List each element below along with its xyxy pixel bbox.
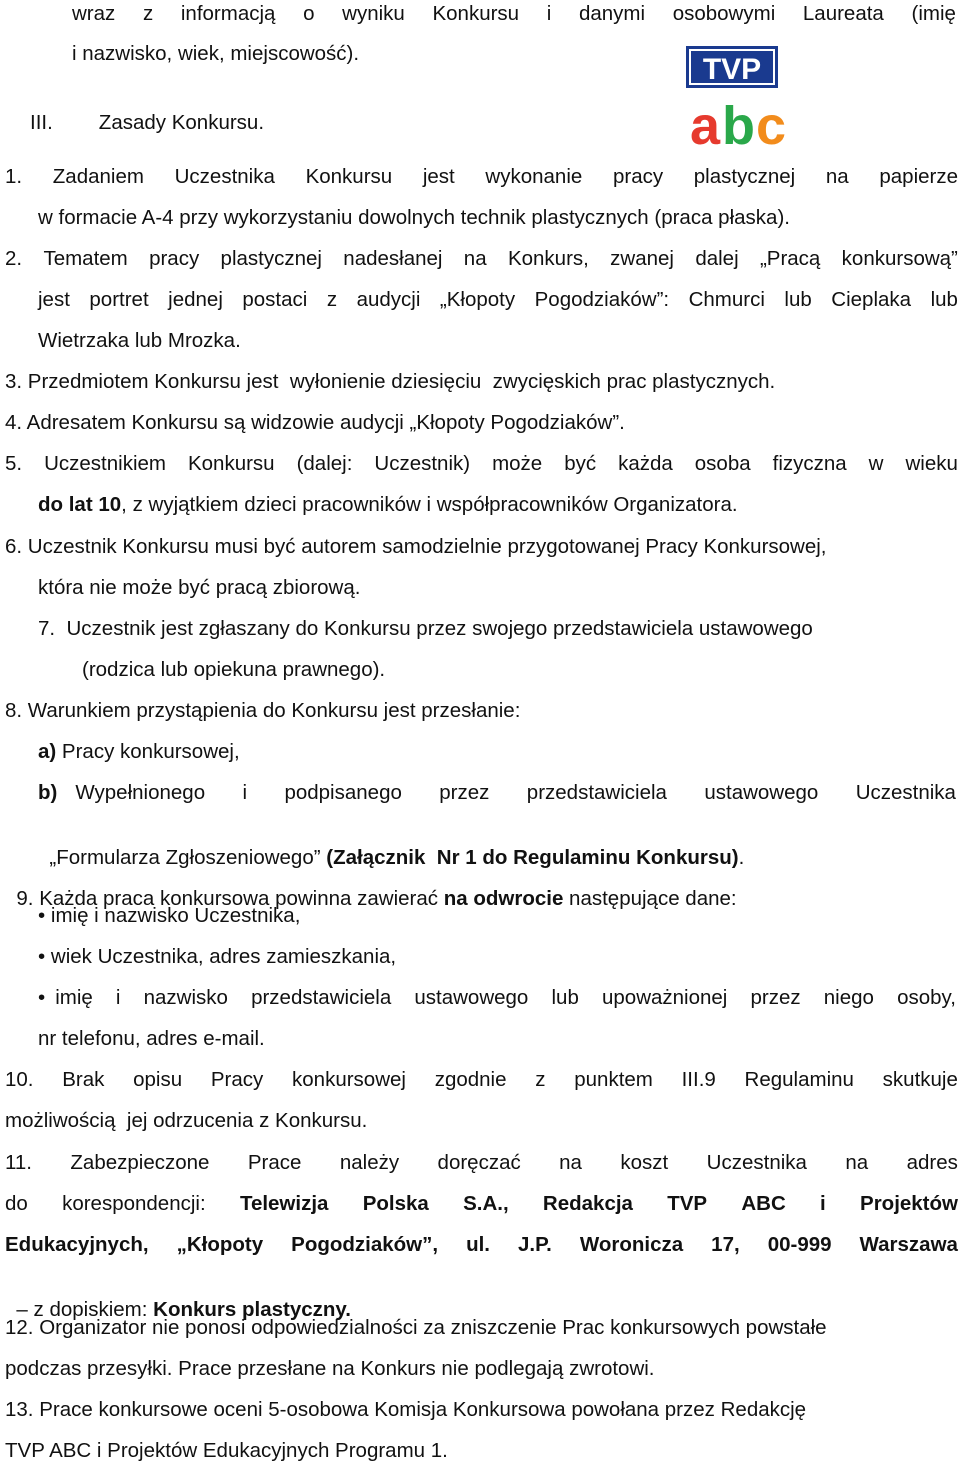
point-4: 4. Adresatem Konkursu są widzowie audycji „Kłopoty Pogodziaków”.	[5, 411, 625, 434]
age-limit: do lat 10	[38, 493, 122, 516]
intro-line-2: i nazwisko, wiek, miejscowość).	[72, 42, 360, 65]
point-12-line-1: 12. Organizator nie ponosi odpowiedzialności za zniszczenie Prac konkursowych powstałe	[5, 1316, 827, 1339]
point-9: 9. Każda praca konkursowa powinna zawierać na odwrocie następujące dane:	[16, 887, 737, 910]
tvp-text: TVP	[702, 53, 762, 86]
word: audycji	[356, 288, 421, 311]
section-title: Zasady Konkursu.	[98, 111, 265, 134]
word: do	[5, 1192, 28, 1215]
word: wyniku	[342, 2, 405, 25]
bullet-2: • wiek Uczestnika, adres zamieszkania,	[38, 945, 397, 968]
word: Prace	[247, 1151, 302, 1174]
word: każda	[618, 452, 673, 475]
item-b-text	[75, 781, 956, 805]
word: Uczestnik)	[374, 452, 471, 475]
word: przedstawiciela	[251, 986, 392, 1009]
point-10-line-1	[5, 1068, 958, 1092]
word: portret	[89, 288, 149, 311]
word: być	[564, 452, 597, 475]
word: i	[115, 986, 121, 1009]
word: na	[463, 247, 487, 270]
word: konkursowej	[292, 1068, 406, 1091]
point-11-line-2	[5, 1192, 958, 1216]
word: imię	[55, 986, 93, 1009]
word: Chmurci	[688, 288, 765, 311]
word: „Pracą	[759, 247, 821, 270]
word: informacją	[180, 2, 276, 25]
word: na	[845, 1151, 869, 1174]
word: przez	[439, 781, 490, 804]
word-bold: TVP	[667, 1192, 708, 1215]
word-bold: Redakcja	[542, 1192, 633, 1215]
point-1-line-1	[5, 165, 958, 189]
bullet-icon: •	[38, 986, 46, 1009]
point-8-b	[38, 781, 956, 805]
bullet-3-line-2: nr telefonu, adres e-mail.	[38, 1027, 265, 1050]
word: danymi	[578, 2, 646, 25]
bullet-3-line-1	[38, 986, 956, 1010]
word: 11.	[5, 1151, 32, 1174]
word: Wypełnionego	[75, 781, 206, 804]
word: 2.	[5, 247, 23, 270]
point-12-line-2: podczas przesyłki. Prace przesłane na Konkurs nie podlegają zwrotowi.	[5, 1357, 655, 1380]
point-6-line-1: 6. Uczestnik Konkursu musi być autorem samodzielnie przygotowanej Pracy Konkursowej,	[5, 535, 827, 558]
point-13-line-2: TVP ABC i Projektów Edukacyjnych Programu 1.	[5, 1439, 448, 1462]
word: pracy	[149, 247, 200, 270]
section-number: III.	[30, 111, 53, 134]
word: na	[559, 1151, 582, 1174]
word: punktem	[574, 1068, 653, 1091]
word: lub	[551, 986, 579, 1009]
word: nadesłanej	[343, 247, 443, 270]
word: postaci	[242, 288, 308, 311]
word: ustawowego	[704, 781, 819, 804]
word-bold: S.A.,	[463, 1192, 509, 1215]
word: Regulaminu	[744, 1068, 854, 1091]
logo-c: c	[756, 96, 787, 152]
word: (dalej:	[296, 452, 353, 475]
word-bold: ABC	[741, 1192, 786, 1215]
point-13-line-1: 13. Prace konkursowe oceni 5-osobowa Komisja Konkursowa powołana przez Redakcję	[5, 1398, 807, 1421]
word: pracy	[612, 165, 664, 188]
word-bold: i	[820, 1192, 826, 1215]
word: opisu	[133, 1068, 183, 1091]
word-bold: Polska	[362, 1192, 429, 1215]
logo-a: a	[690, 96, 721, 152]
word: wraz	[72, 2, 116, 25]
point-11-line-4: – z dopiskiem: Konkurs plastyczny.	[16, 1298, 351, 1321]
word: ustawowego	[414, 986, 529, 1009]
word: Pracy	[210, 1068, 264, 1091]
point-10-line-2: możliwością jej odrzucenia z Konkursu.	[5, 1109, 368, 1132]
word: „Kłopoty	[439, 288, 516, 311]
point-11-line-3	[5, 1233, 958, 1257]
item-a-text: Pracy konkursowej,	[56, 740, 240, 763]
bullet-icon: •	[38, 945, 46, 968]
word: koszt	[620, 1151, 669, 1174]
word: o	[303, 2, 315, 25]
word: Pogodziaków”,	[291, 1233, 439, 1256]
attachment-ref: (Załącznik Nr 1 do Regulaminu Konkursu)	[326, 846, 739, 869]
word: Zabezpieczone	[70, 1151, 210, 1174]
word: plastycznej	[693, 165, 796, 188]
word: Konkurs,	[507, 247, 589, 270]
word-bold: Telewizja	[239, 1192, 329, 1215]
word: niego	[823, 986, 874, 1009]
word: Woronicza	[579, 1233, 684, 1256]
word: konkursową”	[841, 247, 958, 270]
word: w	[868, 452, 884, 475]
word: podpisanego	[284, 781, 402, 804]
word: Zadaniem	[52, 165, 144, 188]
word: Tematem	[43, 247, 128, 270]
word: J.P.	[518, 1233, 552, 1256]
word: wykonanie	[485, 165, 583, 188]
word: Uczestnika	[706, 1151, 807, 1174]
word: 17,	[711, 1233, 740, 1256]
word: plastycznej	[220, 247, 322, 270]
word: papierze	[879, 165, 958, 188]
word: „Kłopoty	[176, 1233, 264, 1256]
word: 00-999	[767, 1233, 832, 1256]
point-1-line-2: w formacie A-4 przy wykorzystaniu dowolnych technik plastycznych (praca płaska).	[38, 206, 790, 229]
word: Konkursu	[305, 165, 393, 188]
word: z	[326, 288, 338, 311]
item-a-marker: a)	[38, 740, 57, 763]
point-8-a	[38, 740, 960, 764]
word: należy	[339, 1151, 400, 1174]
word: adres	[906, 1151, 958, 1174]
word: dalej	[695, 247, 739, 270]
point-11-line-1	[5, 1151, 958, 1175]
word: Edukacyjnych,	[5, 1233, 149, 1256]
word: przez	[750, 986, 801, 1009]
point-6-line-2: która nie może być pracą zbiorową.	[38, 576, 361, 599]
word: Konkursu	[432, 2, 520, 25]
word: Pogodziaków”:	[534, 288, 670, 311]
section-heading	[30, 111, 960, 135]
word: jest	[422, 165, 455, 188]
word: Uczestnika	[174, 165, 275, 188]
on-back-emphasis: na odwrocie	[443, 887, 564, 910]
intro-line-1	[72, 2, 956, 26]
point-2-line-1	[5, 247, 958, 271]
word: Warszawa	[859, 1233, 958, 1256]
word: z	[142, 2, 154, 25]
word: Brak	[62, 1068, 105, 1091]
word: III.9	[681, 1068, 716, 1091]
word: jest	[38, 288, 70, 311]
word: ul.	[466, 1233, 491, 1256]
word-bold: Projektów	[860, 1192, 958, 1215]
word: doręczać	[437, 1151, 521, 1174]
word: osobowymi	[672, 2, 776, 25]
word: 10.	[5, 1068, 34, 1091]
word: (imię	[911, 2, 956, 25]
form-name: „Formularza Zgłoszeniowego”	[49, 846, 327, 869]
point-5-line-2	[38, 493, 960, 517]
point-2-line-2	[38, 288, 958, 312]
word: skutkuje	[882, 1068, 958, 1091]
word: osoby,	[897, 986, 956, 1009]
word: Uczestnikiem	[44, 452, 166, 475]
word: fizyczna	[772, 452, 847, 475]
point-8-c: „Formularza Zgłoszeniowego” (Załącznik Nr 1 do Regulaminu Konkursu).	[49, 846, 745, 869]
word: Laureata	[802, 2, 884, 25]
point-5-line-1	[5, 452, 958, 476]
bullet-1: • imię i nazwisko Uczestnika,	[38, 904, 301, 927]
word: 5.	[5, 452, 23, 475]
logo-b: b	[722, 96, 755, 152]
word: lub	[930, 288, 958, 311]
word: osoba	[694, 452, 751, 475]
envelope-note: Konkurs plastyczny.	[153, 1298, 351, 1321]
word: Konkursu	[187, 452, 275, 475]
word: nazwisko	[143, 986, 228, 1009]
word: może	[492, 452, 543, 475]
bullet-icon: •	[38, 904, 46, 927]
point-5-rest: , z wyjątkiem dzieci pracowników i współpracowników Organizatora.	[121, 493, 738, 516]
word: upoważnionej	[601, 986, 728, 1009]
point-7-line-2: (rodzica lub opiekuna prawnego).	[82, 658, 386, 681]
word: Cieplaka	[831, 288, 912, 311]
point-7-line-1: 7. Uczestnik jest zgłaszany do Konkursu przez swojego przedstawiciela ustawowego	[38, 617, 813, 640]
point-2-line-3: Wietrzaka lub Mrozka.	[38, 329, 241, 352]
point-3: 3. Przedmiotem Konkursu jest wyłonienie dziesięciu zwycięskich prac plastycznych.	[5, 370, 776, 393]
word: na	[825, 165, 849, 188]
item-b-marker: b)	[38, 781, 58, 804]
word: wieku	[905, 452, 958, 475]
point-8: 8. Warunkiem przystąpienia do Konkursu jest przesłanie:	[5, 699, 521, 722]
word: zgodnie	[434, 1068, 507, 1091]
word: lub	[784, 288, 812, 311]
word: jednej	[168, 288, 223, 311]
word: i	[242, 781, 248, 804]
word: z	[535, 1068, 546, 1091]
word: i	[546, 2, 552, 25]
word: przedstawiciela	[526, 781, 667, 804]
word: korespondencji:	[62, 1192, 206, 1215]
word: Uczestnika	[855, 781, 956, 804]
word: zwanej	[610, 247, 674, 270]
word: 1.	[5, 165, 23, 188]
